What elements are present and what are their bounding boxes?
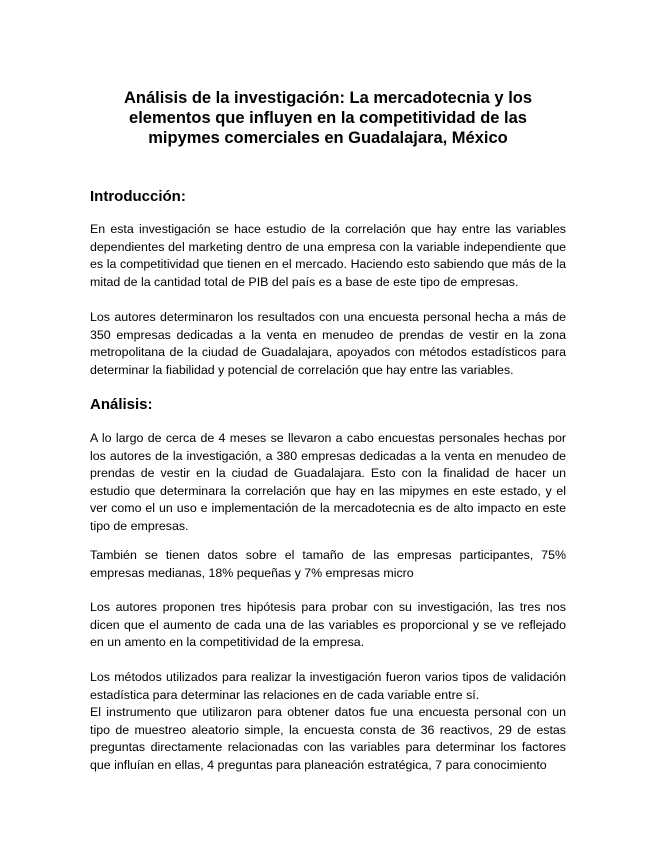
introduccion-paragraph-2: Los autores determinaron los resultados con una encuesta personal hecha a más de 350 empresas dedicadas a la venta en menudeo de prendas de vestir en la zona metropolitana de la ciudad de Guadalajara, apoyados con métodos estadísticos para determinar la fiabilidad y potencial de correlación que hay entre las variables. xyxy=(90,310,566,377)
analisis-heading: Análisis: xyxy=(90,396,153,413)
analisis-paragraph-3: Los autores proponen tres hipótesis para probar con su investigación, las tres nos dicen que el aumento de cada una de las variables es proporcional y se ve reflejado en un amento en la competitividad de la empresa. xyxy=(90,600,566,649)
analisis-paragraph-4: Los métodos utilizados para realizar la investigación fueron varios tipos de validación estadística para determinar las relaciones en de cada variable entre sí. xyxy=(90,670,566,702)
introduccion-paragraph-1: En esta investigación se hace estudio de la correlación que hay entre las variables dependientes del marketing dentro de una empresa con la variable independiente que es la competitividad que tienen en el mercado. Haciendo esto sabiendo que más de la mitad de la cantidad total de PIB del país es a base de este tipo de empresas. xyxy=(90,222,566,289)
title-line-3: mipymes comerciales en Guadalajara, México xyxy=(148,129,508,147)
document-title xyxy=(90,88,566,148)
analisis-paragraph-5: El instrumento que utilizaron para obtener datos fue una encuesta personal con un tipo de muestreo aleatorio simple, la encuesta consta de 36 reactivos, 29 de estas preguntas directamente relacionadas con las variables para determinar los factores que influían en ellas, 4 preguntas para planeación estratégica, 7 para conocimiento xyxy=(90,705,566,772)
analisis-paragraph-2: También se tienen datos sobre el tamaño de las empresas participantes, 75% empresas medianas, 18% pequeñas y 7% empresas micro xyxy=(90,548,566,580)
analisis-paragraph-1: A lo largo de cerca de 4 meses se llevaron a cabo encuestas personales hechas por los autores de la investigación, a 380 empresas dedicadas a la venta en menudeo de prendas de vestir en la ciudad de Guadalajara. Esto con la finalidad de hacer un estudio que determinara la correlación que hay en las mipymes en este estado, y el ver como el un uso e implementación de la mercadotecnia es de alto impacto en este tipo de empresas. xyxy=(90,431,566,533)
title-line-2: elementos que influyen en la competitividad de las xyxy=(129,109,527,127)
introduccion-heading: Introducción: xyxy=(90,188,186,205)
title-line-1: Análisis de la investigación: La mercadotecnia y los xyxy=(123,89,533,107)
